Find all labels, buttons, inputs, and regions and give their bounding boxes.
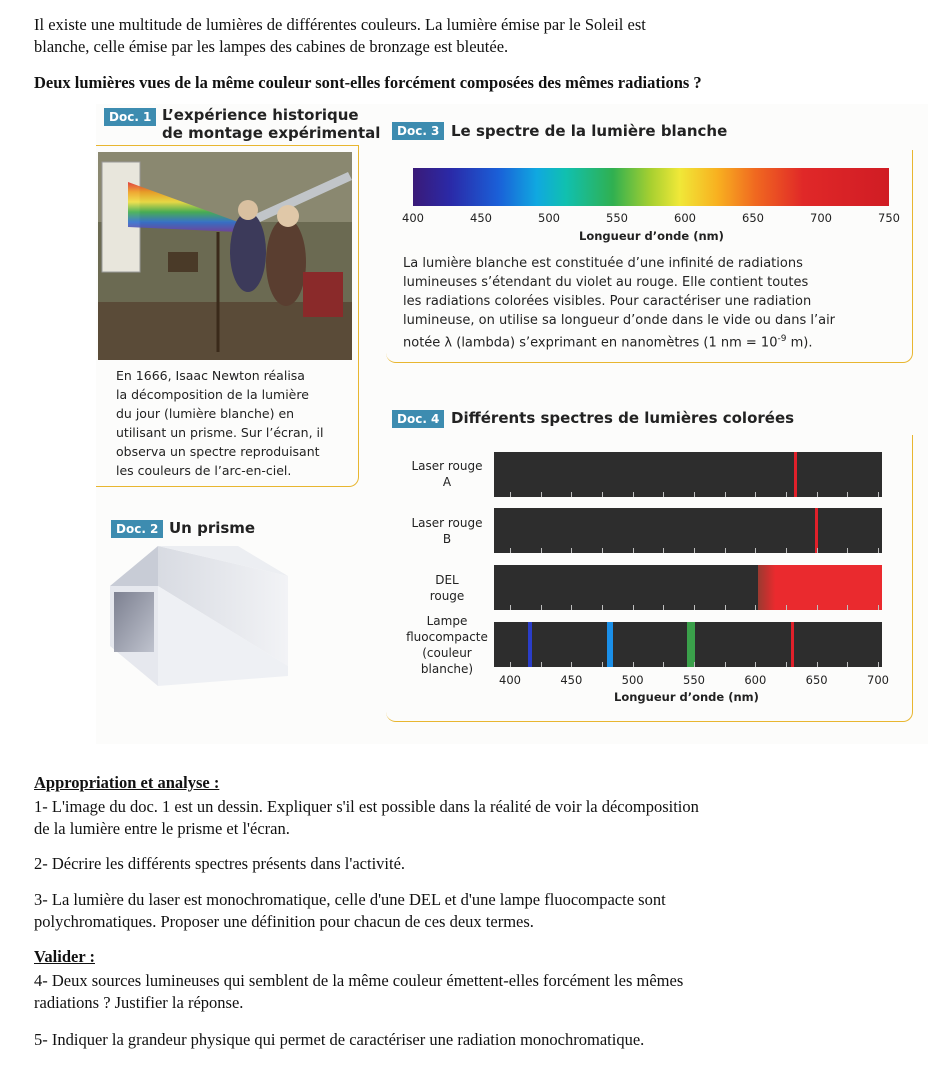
doc1-badge: Doc. 1 [104,108,156,126]
doc3-tick-700: 700 [810,211,832,225]
doc3-tick-750: 750 [878,211,900,225]
question-4-line-2: radiations ? Justifier la réponse. [34,993,244,1012]
spectrum-label-line: Laser rouge [411,459,483,473]
spectrum-label-line: blanche) [420,662,474,676]
spectrum-tick-mark [725,548,726,553]
intro-line-2: blanche, celle émise par les lampes des cabines de bronzage est bleutée. [34,37,509,56]
doc3-text-line: lumineuses s’étendant du violet au rouge. Elle contient toutes [403,275,809,290]
spectrum-tick-mark [602,662,603,667]
spectrum-tick-mark [847,548,848,553]
spectrum-tick-mark [725,605,726,610]
spectrum-label-laser-b [400,515,494,547]
doc2-badge: Doc. 2 [111,520,163,538]
doc1-caption-line: du jour (lumière blanche) en [116,406,295,421]
doc2-title: Un prisme [169,519,256,537]
spectrum-tick-mark [571,492,572,497]
spectrum-tick-mark [541,548,542,553]
doc1-caption-line: En 1666, Isaac Newton réalisa [116,368,305,383]
spectrum-tick-mark [571,548,572,553]
spectrum-tick-mark [878,605,879,610]
doc1-caption [116,366,352,480]
spectrum-label-line: fluocompacte [406,630,488,644]
doc3-text-segment: m). [786,335,813,351]
spectrum-tick-mark [786,492,787,497]
doc1-title-line-2: de montage expérimental [162,124,381,142]
white-light-spectrum-bar [413,168,889,206]
spectrum-tick-mark [817,492,818,497]
spectrum-label-line: (couleur [422,646,472,660]
main-question: Deux lumières vues de la même couleur sont-elles forcément composées des mêmes radiations ? [34,73,702,92]
doc3-tick-500: 500 [538,211,560,225]
spectrum-tick-mark [633,548,634,553]
question-5: 5- Indiquer la grandeur physique qui permet de caractériser une radiation monochromatique. [34,1030,645,1049]
doc3-badge: Doc. 3 [392,122,444,140]
doc1-header [104,108,156,126]
doc1-caption-line: les couleurs de l’arc-en-ciel. [116,463,292,478]
spectrum-tick-mark [510,605,511,610]
spectrum-tick-mark [786,605,787,610]
doc3-text-line: les radiations colorées visibles. Pour caractériser une radiation [403,294,812,309]
question-3-line-1: 3- La lumière du laser est monochromatique, celle d'une DEL et d'une lampe fluocompacte sont [34,890,666,909]
spectrum-tick-mark [663,605,664,610]
spectrum-bar-del-rouge [494,565,882,610]
spectrum-tick-mark [878,492,879,497]
spectrum-tick-mark [786,548,787,553]
spectrum-label-line: Lampe [426,614,468,628]
doc4-tick-700: 700 [867,673,889,687]
doc4-tick-600: 600 [744,673,767,687]
doc3-tick-550: 550 [606,211,628,225]
laser-b-emission-line [815,508,818,553]
spectrum-tick-mark [663,492,664,497]
spectrum-tick-mark [755,548,756,553]
spectrum-tick-mark [755,492,756,497]
spectrum-tick-mark [694,492,695,497]
spectrum-tick-mark [633,492,634,497]
spectrum-bar-fluocompacte [494,622,882,667]
spectrum-label-line: rouge [429,589,465,603]
spectrum-label-line: DEL [435,573,459,587]
doc4-tick-450: 450 [560,673,583,687]
spectrum-tick-mark [817,605,818,610]
doc4-header [392,410,444,428]
doc3-text [403,254,903,352]
spectrum-label-line: B [442,532,452,546]
question-1-line-1: 1- L'image du doc. 1 est un dessin. Expliquer s'il est possible dans la réalité de voir la décomposition [34,797,699,816]
spectrum-tick-mark [633,662,634,667]
doc4-axis-label: Longueur d’onde (nm) [614,690,759,704]
spectrum-tick-mark [633,605,634,610]
question-1-line-2: de la lumière entre le prisme et l'écran. [34,819,290,838]
spectrum-tick-mark [510,492,511,497]
spectrum-tick-mark [878,662,879,667]
spectrum-tick-mark [541,662,542,667]
doc4-badge: Doc. 4 [392,410,444,428]
fluo-violet-line [528,622,532,667]
spectrum-tick-mark [725,492,726,497]
spectrum-tick-mark [878,548,879,553]
spectrum-tick-mark [694,548,695,553]
spectrum-tick-mark [602,605,603,610]
doc3-text-line: lumineuse, on utilise sa longueur d’onde dans le vide ou dans l’air [403,313,836,328]
doc3-title: Le spectre de la lumière blanche [451,122,728,140]
spectrum-tick-mark [694,605,695,610]
doc4-tick-500: 500 [621,673,644,687]
spectrum-tick-mark [847,605,848,610]
analysis-heading: Appropriation et analyse : [34,773,220,792]
spectrum-tick-mark [755,662,756,667]
spectrum-tick-mark [541,492,542,497]
doc1-caption-line: observa un spectre reproduisant [116,444,320,459]
doc1-caption-line: utilisant un prisme. Sur l’écran, il [116,425,324,440]
spectrum-tick-mark [663,548,664,553]
spectrum-tick-mark [755,605,756,610]
question-4-line-1: 4- Deux sources lumineuses qui semblent de la même couleur émettent-elles forcément les mêmes [34,971,684,990]
prism-illustration [98,546,298,696]
doc3-tick-400: 400 [402,211,424,225]
spectrum-tick-mark [571,662,572,667]
fluo-red-line [791,622,794,667]
spectrum-tick-mark [541,605,542,610]
doc4-tick-550: 550 [683,673,705,687]
spectrum-tick-mark [817,662,818,667]
doc3-header [392,122,444,140]
spectrum-tick-mark [694,662,695,667]
spectrum-tick-mark [602,548,603,553]
doc3-axis-label: Longueur d’onde (nm) [579,229,724,243]
fluo-blue-line [607,622,613,667]
question-3-line-2: polychromatiques. Proposer une définition pour chacun de ces deux termes. [34,912,534,931]
spectrum-label-fluocompacte [400,613,494,677]
spectrum-bar-laser-a [494,452,882,497]
spectrum-tick-mark [847,492,848,497]
spectrum-tick-mark [663,662,664,667]
spectrum-label-line: A [442,475,452,489]
doc4-tick-650: 650 [805,673,828,687]
doc3-text-line [403,330,903,352]
spectrum-tick-mark [817,548,818,553]
spectrum-label-line: Laser rouge [411,516,483,530]
doc3-exponent: -9 [777,334,787,344]
doc2-header [111,520,163,538]
doc3-tick-450: 450 [470,211,492,225]
doc1-caption-line: la décomposition de la lumière [116,387,309,402]
laser-a-emission-line [794,452,797,497]
spectrum-tick-mark [725,662,726,667]
spectrum-bar-laser-b [494,508,882,553]
doc1-title-line-1: L’expérience historique [162,106,359,124]
spectrum-label-laser-a [400,458,494,490]
doc3-text-segment: notée λ (lambda) s’exprimant en nanomètres (1 nm = 10 [403,335,778,351]
doc4-tick-400: 400 [499,673,521,687]
question-2: 2- Décrire les différents spectres présents dans l'activité. [34,854,406,873]
spectrum-tick-mark [786,662,787,667]
doc3-text-line: La lumière blanche est constituée d’une infinité de radiations [403,256,803,271]
spectrum-tick-mark [510,548,511,553]
spectrum-tick-mark [571,605,572,610]
doc1-title [162,106,380,142]
validate-heading: Valider : [34,947,95,966]
intro-line-1: Il existe une multitude de lumières de différentes couleurs. La lumière émise par le Soleil est [34,15,646,34]
doc3-tick-600: 600 [674,211,696,225]
newton-prism-illustration [98,152,352,360]
doc4-title: Différents spectres de lumières colorées [451,409,795,427]
spectrum-tick-mark [510,662,511,667]
del-emission-band [758,565,882,610]
doc3-tick-650: 650 [742,211,764,225]
spectrum-tick-mark [847,662,848,667]
spectrum-label-del-rouge [400,572,494,604]
fluo-green-line [687,622,695,667]
spectrum-tick-mark [602,492,603,497]
